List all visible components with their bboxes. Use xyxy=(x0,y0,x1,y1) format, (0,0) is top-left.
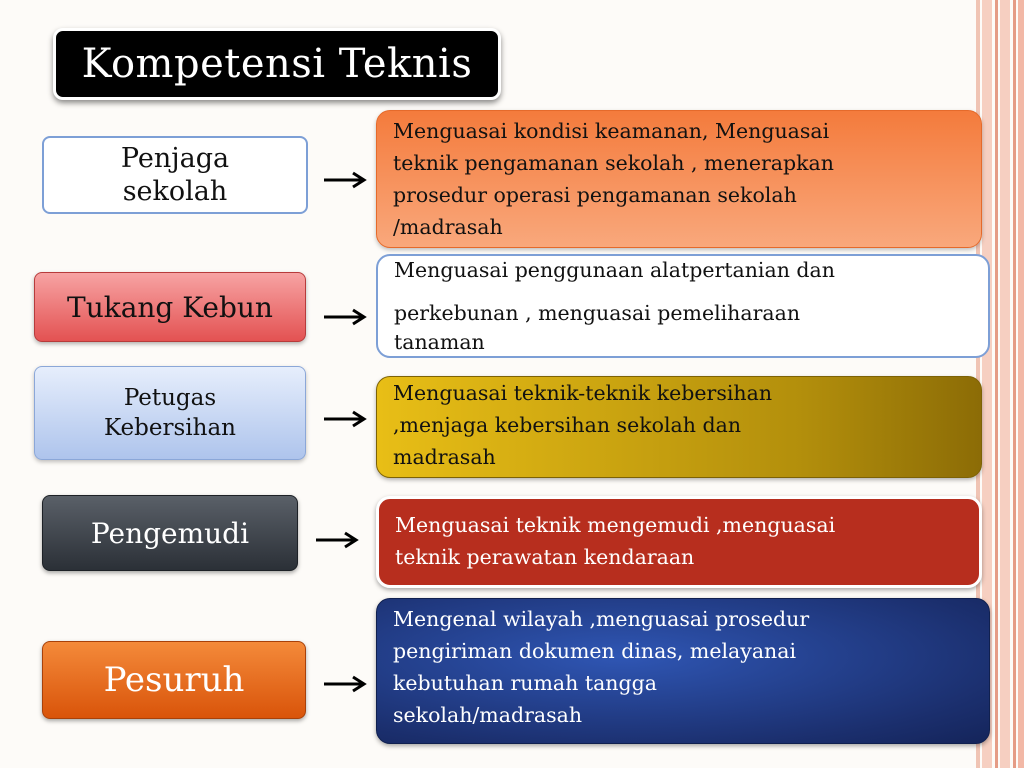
role-label-line: Pesuruh xyxy=(103,660,245,700)
desc-line: Menguasai teknik-teknik kebersihan xyxy=(393,381,773,405)
desc-line: Mengenal wilayah ,menguasai prosedur xyxy=(393,607,810,631)
role-box-pengemudi xyxy=(42,495,298,571)
right-arrow-icon xyxy=(322,674,368,694)
role-label-line: Pengemudi xyxy=(90,516,250,550)
desc-box-petugas-kebersihan xyxy=(376,376,982,478)
desc-box-tukang-kebun xyxy=(376,254,990,358)
desc-line: kebutuhan rumah tangga xyxy=(393,671,657,695)
desc-line: madrasah xyxy=(393,445,496,469)
desc-line: prosedur operasi pengamanan sekolah xyxy=(393,183,797,207)
right-arrow-icon xyxy=(322,307,368,327)
desc-box-pesuruh xyxy=(376,598,990,744)
desc-line: Menguasai kondisi keamanan, Menguasai xyxy=(393,119,830,143)
role-label-line: Penjaga xyxy=(120,143,230,174)
desc-box-pengemudi xyxy=(376,496,982,588)
desc-line: /madrasah xyxy=(393,215,503,239)
role-box-tukang-kebun xyxy=(34,272,306,342)
desc-line: sekolah/madrasah xyxy=(393,703,583,727)
desc-line: ,menjaga kebersihan sekolah dan xyxy=(393,413,742,437)
desc-line: pengiriman dokumen dinas, melayanai xyxy=(393,639,797,663)
role-box-pesuruh xyxy=(42,641,306,719)
role-label-line: Petugas xyxy=(123,385,217,411)
role-box-petugas-kebersihan xyxy=(34,366,306,460)
page-title: Kompetensi Teknis xyxy=(53,28,501,100)
desc-line: perkebunan , menguasai pemeliharaan xyxy=(394,301,801,325)
role-label-line: sekolah xyxy=(122,176,228,207)
role-box-penjaga-sekolah xyxy=(42,136,308,214)
desc-line: Menguasai teknik mengemudi ,menguasai xyxy=(395,513,836,537)
desc-line: teknik pengamanan sekolah , menerapkan xyxy=(393,151,834,175)
role-label-line: Tukang Kebun xyxy=(67,290,273,324)
desc-box-penjaga-sekolah xyxy=(376,110,982,248)
right-arrow-icon xyxy=(322,409,368,429)
right-arrow-icon xyxy=(322,170,368,190)
desc-line: teknik perawatan kendaraan xyxy=(395,545,695,569)
role-label-line: Kebersihan xyxy=(103,415,236,441)
right-arrow-icon xyxy=(314,530,360,550)
desc-line: Menguasai penggunaan alatpertanian dan xyxy=(394,258,835,282)
desc-line: tanaman xyxy=(394,330,485,354)
